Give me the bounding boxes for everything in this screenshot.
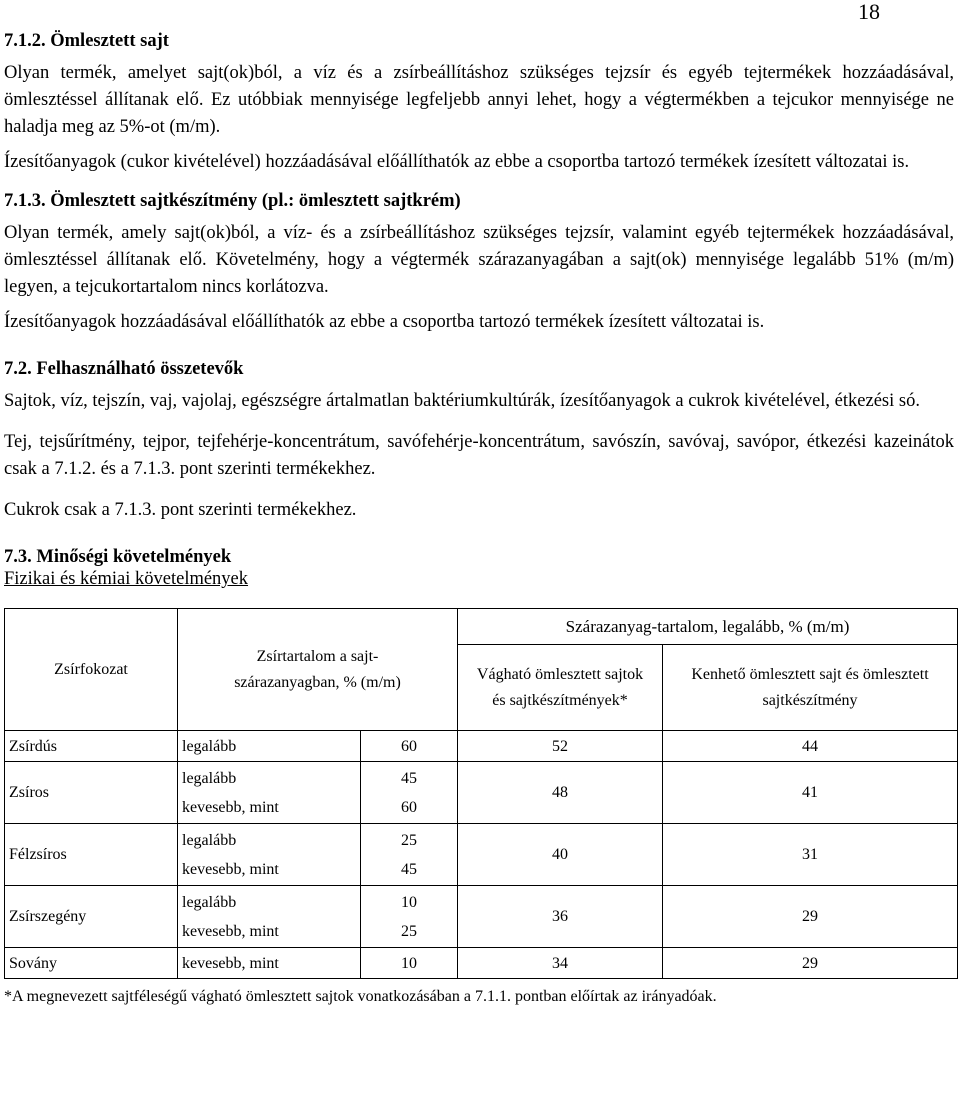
qualifier: legalább: [182, 737, 237, 755]
table-row: [5, 762, 958, 824]
requirements-table: [4, 608, 958, 979]
paragraph: Ízesítőanyagok hozzáadásával előállíthatók az ebbe a csoportba tartozó termékek ízesített változatai is.: [4, 312, 765, 332]
table-row: [5, 824, 958, 886]
spreadable-value: 44: [802, 737, 819, 755]
fat-class-name: Zsírdús: [9, 737, 57, 755]
fat-class-name: Sovány: [9, 954, 57, 972]
paragraph: Tej, tejsűrítmény, tejpor, tejfehérje-koncentrátum, savófehérje-koncentrátum, savószín, savóvaj, savópor, étkezési kazeinátok csak a 7.1.2. és a 7.1.3. pont szerinti termékekhez.: [4, 432, 954, 479]
sliceable-value: 34: [552, 954, 569, 972]
fat-class-name: Zsírszegény: [9, 908, 87, 925]
sliceable-value: 40: [552, 846, 569, 863]
section-heading-7-2: 7.2. Felhasználható összetevők: [4, 359, 244, 379]
header-sliceable: Vágható ömlesztett sajtok és sajtkészítmények*: [458, 645, 663, 731]
subheading: Fizikai és kémiai követelmények: [4, 569, 249, 589]
header-fat-content: Zsírtartalom a sajt-szárazanyagban, % (m/m): [178, 609, 458, 731]
section-heading-7-3: 7.3. Minőségi követelmények: [4, 547, 232, 567]
section-heading-7-1-2: 7.1.2. Ömlesztett sajt: [4, 31, 169, 51]
spreadable-value: 29: [802, 954, 819, 972]
qualifier: kevesebb, mint: [182, 798, 279, 816]
fat-class-name: Zsíros: [9, 784, 49, 801]
paragraph: Ízesítőanyagok (cukor kivételével) hozzáadásával előállíthatók az ebbe a csoportba tartozó termékek ízesített változatai is.: [4, 152, 910, 172]
qualifier: kevesebb, mint: [182, 860, 279, 878]
fat-value: 45: [401, 860, 417, 878]
header-dry-matter: Szárazanyag-tartalom, legalább, % (m/m): [458, 609, 958, 645]
fat-value: 45: [401, 769, 417, 787]
spreadable-value: 31: [802, 846, 819, 863]
paragraph: Olyan termék, amelyet sajt(ok)ból, a víz és a zsírbeállításhoz szükséges tejzsír és egyéb tejtermékek hozzáadásával, ömlesztéssel állítanak elő. Ez utóbbiak mennyisége legfeljebb annyi lehet, hogy a végtermékben a tejcukor mennyisége ne haladja meg az 5%-ot (m/m).: [4, 63, 954, 137]
paragraph: Sajtok, víz, tejszín, vaj, vajolaj, egészségre ártalmatlan baktériumkultúrák, ízesítőanyagok a cukrok kivételével, étkezési só.: [4, 391, 920, 411]
fat-value: 25: [401, 831, 417, 849]
fat-value: 10: [401, 954, 417, 972]
sliceable-value: 52: [552, 737, 569, 755]
sliceable-value: 36: [552, 908, 569, 925]
qualifier: legalább: [182, 893, 237, 911]
fat-value: 10: [401, 893, 417, 911]
table-row: [5, 948, 958, 979]
fat-value: 60: [401, 737, 417, 755]
qualifier: kevesebb, mint: [182, 954, 279, 972]
page-number: 18: [858, 0, 880, 24]
spreadable-value: 41: [802, 784, 819, 801]
fat-value: 25: [401, 922, 417, 940]
table-row: [5, 731, 958, 762]
header-fat-class: Zsírfokozat: [5, 609, 178, 731]
document-body: [4, 30, 954, 1007]
section-heading-7-1-3: 7.1.3. Ömlesztett sajtkészítmény (pl.: ömlesztett sajtkrém): [4, 191, 461, 211]
header-spreadable: Kenhető ömlesztett sajt és ömlesztett sajtkészítmény: [663, 645, 958, 731]
paragraph: Olyan termék, amely sajt(ok)ból, a víz- és a zsírbeállításhoz szükséges tejzsír, valamint egyéb tejtermékek hozzáadásával, ömlesztéssel állítanak elő. Követelmény, hogy a végtermék szárazanyagában a sajt(ok) mennyisége legalább 51% (m/m) legyen, a tejcukortartalom nincs korlátozva.: [4, 223, 954, 297]
qualifier: kevesebb, mint: [182, 922, 279, 940]
fat-class-name: Félzsíros: [9, 846, 67, 863]
table-row: [5, 886, 958, 948]
sliceable-value: 48: [552, 784, 569, 801]
fat-value: 60: [401, 798, 417, 816]
footnote: *A megnevezett sajtféleségű vágható ömlesztett sajtok vonatkozásában a 7.1.1. pontban előírtak az irányadóak.: [4, 988, 717, 1005]
spreadable-value: 29: [802, 908, 819, 925]
qualifier: legalább: [182, 831, 237, 849]
paragraph: Cukrok csak a 7.1.3. pont szerinti termékekhez.: [4, 500, 357, 520]
qualifier: legalább: [182, 769, 237, 787]
